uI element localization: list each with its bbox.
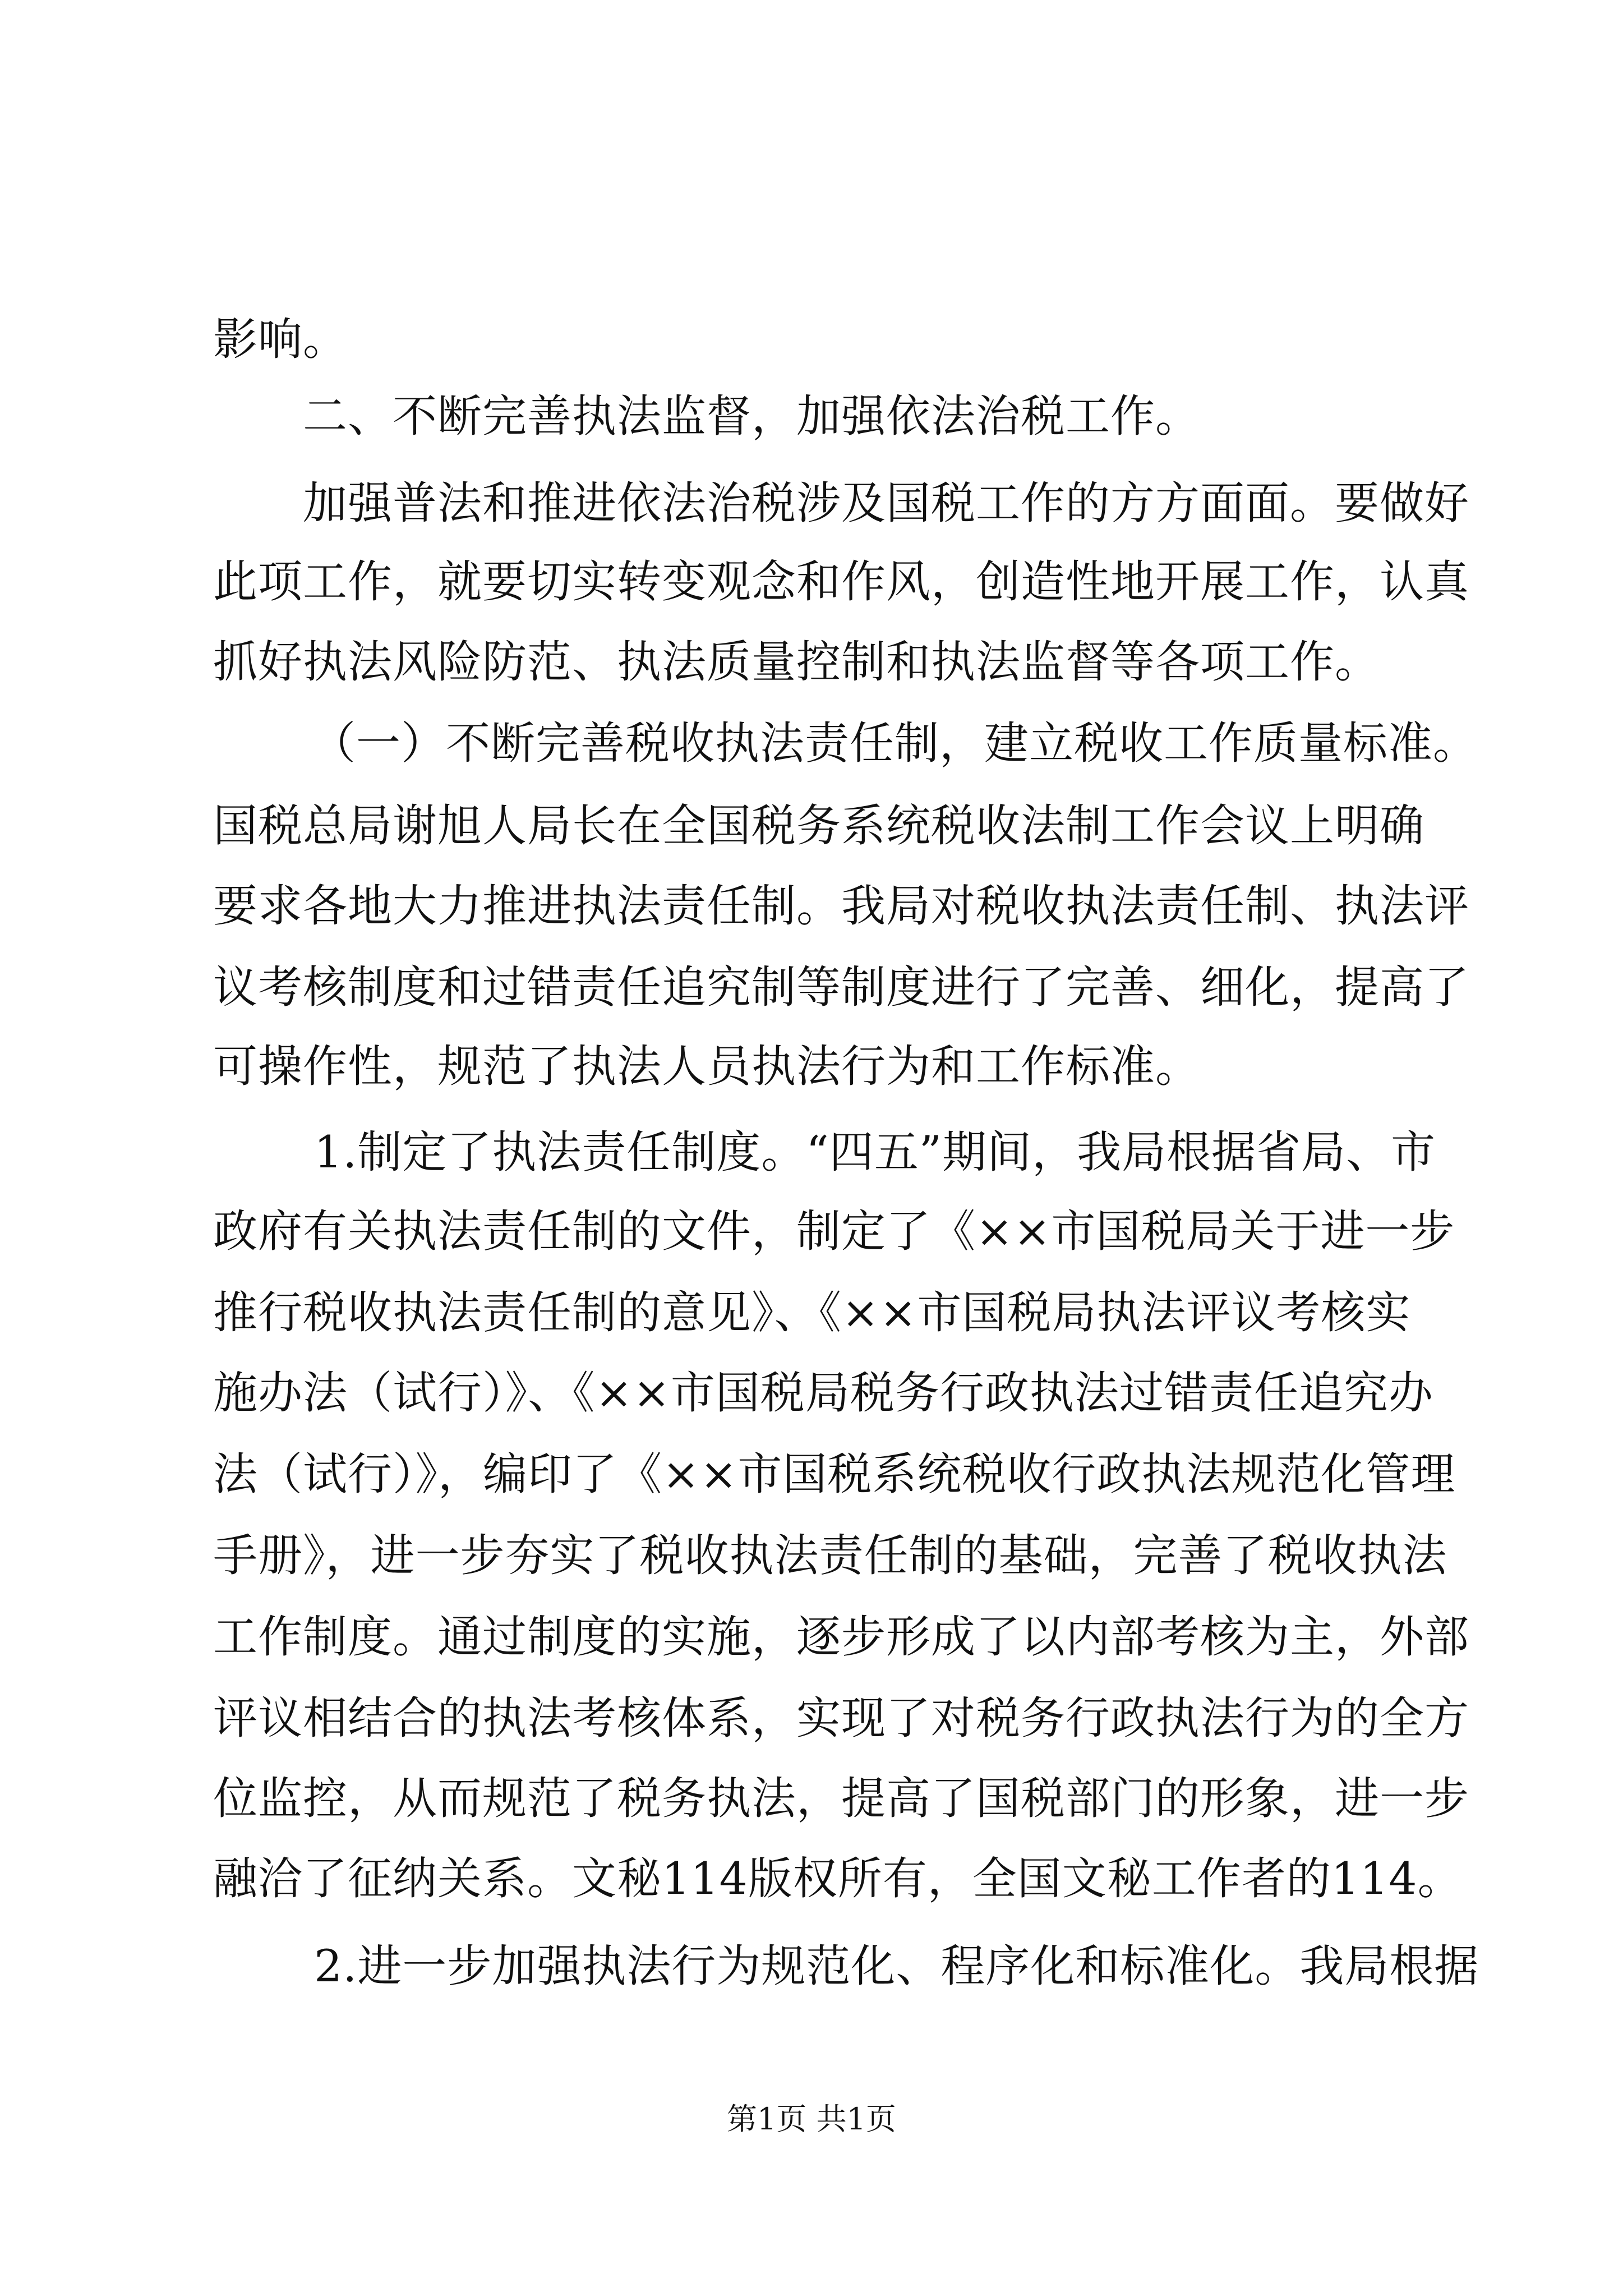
text-line: 1.制定了执法责任制度。“四五”期间，我局根据省局、市 — [314, 1126, 1436, 1178]
text-line: 可操作性，规范了执法人员执法行为和工作标准。 — [213, 1041, 1200, 1092]
text-line: 法（试行）》，编印了《××市国税系统税收行政执法规范化管理 — [213, 1448, 1456, 1500]
text-line: 评议相结合的执法考核体系，实现了对税务行政执法行为的全方 — [213, 1692, 1469, 1744]
section-heading: 二、不断完善执法监督，加强依法治税工作。 — [303, 390, 1200, 442]
subsection-heading: （一）不断完善税收执法责任制，建立税收工作质量标准。 — [311, 717, 1478, 769]
text-line: 2.进一步加强执法行为规范化、程序化和标准化。我局根据 — [314, 1940, 1479, 1992]
text-line: 位监控，从而规范了税务执法，提高了国税部门的形象，进一步 — [213, 1773, 1469, 1824]
text-line: 政府有关执法责任制的文件，制定了《××市国税局关于进一步 — [213, 1205, 1455, 1257]
text-line: 抓好执法风险防范、执法质量控制和执法监督等各项工作。 — [213, 636, 1380, 688]
text-line: 国税总局谢旭人局长在全国税务系统税收法制工作会议上明确 — [213, 800, 1424, 852]
page-number-footer: 第1页 共1页 — [727, 2101, 896, 2137]
text-line: 加强普法和推进依法治税涉及国税工作的方方面面。要做好 — [303, 477, 1469, 529]
text-line: 议考核制度和过错责任追究制等制度进行了完善、细化，提高了 — [213, 961, 1469, 1013]
text-line: 要求各地大力推进执法责任制。我局对税收执法责任制、执法评 — [213, 880, 1469, 932]
text-line: 手册》，进一步夯实了税收执法责任制的基础，完善了税收执法 — [213, 1530, 1447, 1581]
text-line: 推行税收执法责任制的意见》、《××市国税局执法评议考核实 — [213, 1287, 1411, 1338]
text-line: 工作制度。通过制度的实施，逐步形成了以内部考核为主，外部 — [213, 1611, 1469, 1663]
text-line: 施办法（试行）》、《××市国税局税务行政执法过错责任追究办 — [213, 1367, 1433, 1419]
text-line: 影响。 — [213, 314, 348, 365]
text-line: 此项工作，就要切实转变观念和作风，创造性地开展工作，认真 — [213, 556, 1469, 608]
text-line: 融洽了征纳关系。文秘114版权所有，全国文秘工作者的114。 — [213, 1853, 1463, 1904]
